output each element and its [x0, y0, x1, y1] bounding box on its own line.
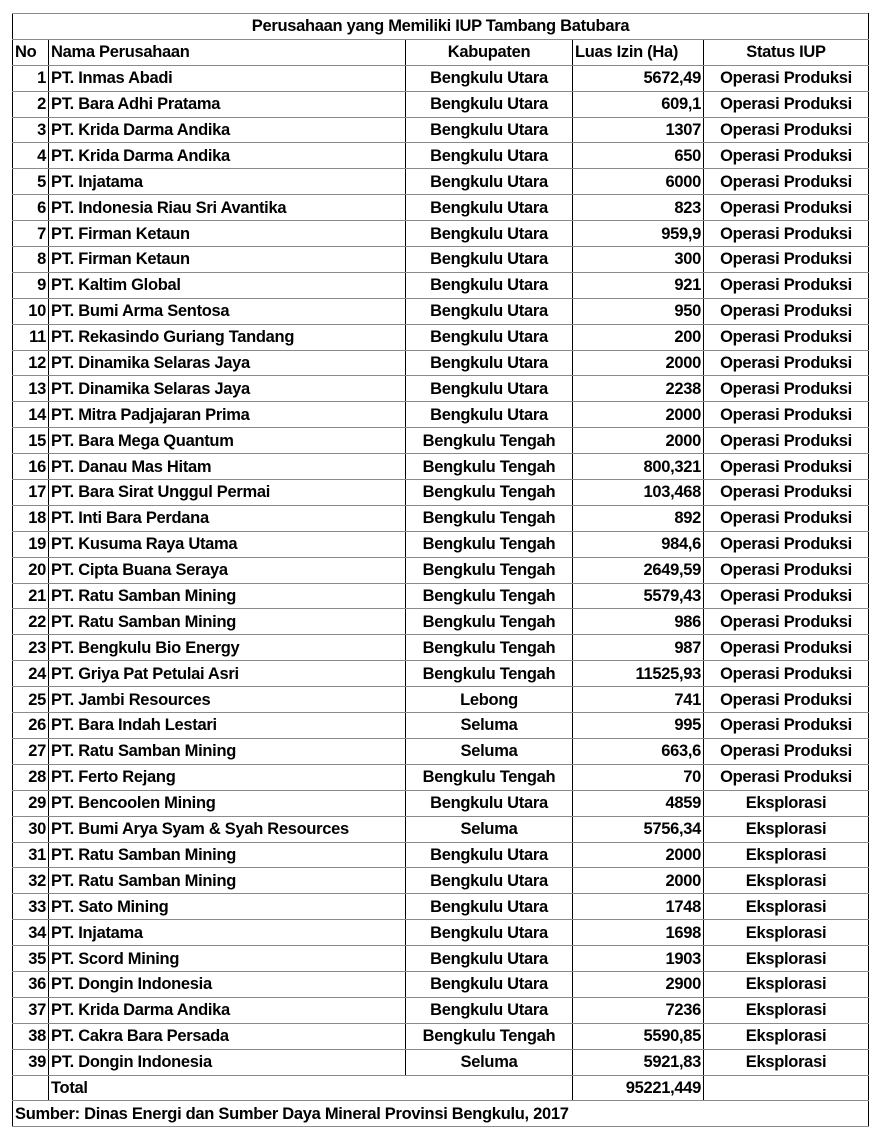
table-row — [13, 764, 869, 790]
company-name: PT. Jambi Resources — [49, 687, 406, 713]
status-iup: Operasi Produksi — [704, 454, 869, 480]
status-iup: Operasi Produksi — [704, 402, 869, 428]
luas-izin: 1748 — [573, 894, 704, 920]
company-name: PT. Scord Mining — [49, 946, 406, 972]
kabupaten: Bengkulu Utara — [406, 324, 573, 350]
luas-izin: 5590,85 — [573, 1023, 704, 1049]
table-row — [13, 971, 869, 997]
luas-izin: 823 — [573, 195, 704, 221]
status-iup: Operasi Produksi — [704, 713, 869, 739]
luas-izin: 2649,59 — [573, 557, 704, 583]
table-row — [13, 65, 869, 91]
status-iup: Operasi Produksi — [704, 143, 869, 169]
status-iup: Eksplorasi — [704, 946, 869, 972]
company-name: PT. Inti Bara Perdana — [49, 505, 406, 531]
kabupaten: Bengkulu Tengah — [406, 531, 573, 557]
company-name: PT. Ratu Samban Mining — [49, 609, 406, 635]
luas-izin: 921 — [573, 272, 704, 298]
header-status-iup: Status IUP — [704, 39, 869, 65]
luas-izin: 2238 — [573, 376, 704, 402]
row-number: 25 — [13, 687, 49, 713]
company-name: PT. Krida Darma Andika — [49, 143, 406, 169]
table-row — [13, 946, 869, 972]
company-name: PT. Kusuma Raya Utama — [49, 531, 406, 557]
luas-izin: 984,6 — [573, 531, 704, 557]
table-row — [13, 298, 869, 324]
header-luas-izin: Luas Izin (Ha) — [573, 39, 704, 65]
table-row — [13, 894, 869, 920]
table-row — [13, 790, 869, 816]
total-luas-value: 95221,449 — [573, 1075, 704, 1101]
status-iup: Operasi Produksi — [704, 117, 869, 143]
kabupaten: Bengkulu Utara — [406, 997, 573, 1023]
status-iup: Eksplorasi — [704, 816, 869, 842]
company-name: PT. Inmas Abadi — [49, 65, 406, 91]
status-iup: Operasi Produksi — [704, 557, 869, 583]
header-no: No — [13, 39, 49, 65]
luas-izin: 650 — [573, 143, 704, 169]
kabupaten: Bengkulu Utara — [406, 402, 573, 428]
company-name: PT. Injatama — [49, 169, 406, 195]
status-iup: Operasi Produksi — [704, 195, 869, 221]
luas-izin: 2900 — [573, 971, 704, 997]
row-number: 28 — [13, 764, 49, 790]
kabupaten: Bengkulu Utara — [406, 221, 573, 247]
status-iup: Operasi Produksi — [704, 738, 869, 764]
status-iup: Eksplorasi — [704, 1023, 869, 1049]
kabupaten: Bengkulu Tengah — [406, 505, 573, 531]
kabupaten: Bengkulu Utara — [406, 117, 573, 143]
total-no-cell — [13, 1075, 49, 1101]
status-iup: Operasi Produksi — [704, 247, 869, 273]
luas-izin: 987 — [573, 635, 704, 661]
company-name: PT. Krida Darma Andika — [49, 117, 406, 143]
status-iup: Operasi Produksi — [704, 531, 869, 557]
kabupaten: Bengkulu Tengah — [406, 583, 573, 609]
header-company-name: Nama Perusahaan — [49, 39, 406, 65]
kabupaten: Bengkulu Utara — [406, 143, 573, 169]
status-iup: Operasi Produksi — [704, 583, 869, 609]
luas-izin: 5672,49 — [573, 65, 704, 91]
kabupaten: Bengkulu Utara — [406, 247, 573, 273]
company-name: PT. Ferto Rejang — [49, 764, 406, 790]
table-row — [13, 583, 869, 609]
luas-izin: 5579,43 — [573, 583, 704, 609]
table-row — [13, 557, 869, 583]
company-name: PT. Firman Ketaun — [49, 221, 406, 247]
status-iup: Operasi Produksi — [704, 376, 869, 402]
luas-izin: 300 — [573, 247, 704, 273]
table-title: Perusahaan yang Memiliki IUP Tambang Batubara — [13, 14, 869, 40]
luas-izin: 986 — [573, 609, 704, 635]
kabupaten: Bengkulu Tengah — [406, 635, 573, 661]
status-iup: Operasi Produksi — [704, 661, 869, 687]
status-iup: Eksplorasi — [704, 997, 869, 1023]
luas-izin: 1903 — [573, 946, 704, 972]
table-row — [13, 505, 869, 531]
company-name: PT. Ratu Samban Mining — [49, 868, 406, 894]
status-iup: Operasi Produksi — [704, 635, 869, 661]
row-number: 34 — [13, 920, 49, 946]
row-number: 38 — [13, 1023, 49, 1049]
status-iup: Operasi Produksi — [704, 480, 869, 506]
table-row — [13, 428, 869, 454]
row-number: 26 — [13, 713, 49, 739]
kabupaten: Seluma — [406, 1049, 573, 1075]
kabupaten: Bengkulu Utara — [406, 65, 573, 91]
kabupaten: Seluma — [406, 816, 573, 842]
row-number: 17 — [13, 480, 49, 506]
row-number: 6 — [13, 195, 49, 221]
kabupaten: Bengkulu Utara — [406, 350, 573, 376]
luas-izin: 800,321 — [573, 454, 704, 480]
source-note: Sumber: Dinas Energi dan Sumber Daya Mineral Provinsi Bengkulu, 2017 — [13, 1101, 869, 1127]
company-name: PT. Danau Mas Hitam — [49, 454, 406, 480]
company-name: PT. Dinamika Selaras Jaya — [49, 350, 406, 376]
kabupaten: Bengkulu Tengah — [406, 480, 573, 506]
row-number: 15 — [13, 428, 49, 454]
luas-izin: 741 — [573, 687, 704, 713]
kabupaten: Bengkulu Utara — [406, 894, 573, 920]
row-number: 35 — [13, 946, 49, 972]
row-number: 39 — [13, 1049, 49, 1075]
company-name: PT. Bara Mega Quantum — [49, 428, 406, 454]
table-row — [13, 1023, 869, 1049]
row-number: 30 — [13, 816, 49, 842]
company-name: PT. Bencoolen Mining — [49, 790, 406, 816]
company-name: PT. Indonesia Riau Sri Avantika — [49, 195, 406, 221]
company-name: PT. Bara Adhi Pratama — [49, 91, 406, 117]
company-name: PT. Ratu Samban Mining — [49, 583, 406, 609]
kabupaten: Bengkulu Tengah — [406, 557, 573, 583]
table-row — [13, 117, 869, 143]
table-row — [13, 531, 869, 557]
table-row — [13, 997, 869, 1023]
company-name: PT. Bumi Arya Syam & Syah Resources — [49, 816, 406, 842]
kabupaten: Lebong — [406, 687, 573, 713]
table-row — [13, 169, 869, 195]
table-row — [13, 195, 869, 221]
luas-izin: 959,9 — [573, 221, 704, 247]
table-row — [13, 842, 869, 868]
table-row — [13, 143, 869, 169]
table-row — [13, 376, 869, 402]
row-number: 14 — [13, 402, 49, 428]
company-name: PT. Ratu Samban Mining — [49, 738, 406, 764]
kabupaten: Bengkulu Tengah — [406, 1023, 573, 1049]
row-number: 2 — [13, 91, 49, 117]
kabupaten: Bengkulu Tengah — [406, 428, 573, 454]
row-number: 4 — [13, 143, 49, 169]
luas-izin: 950 — [573, 298, 704, 324]
company-name: PT. Griya Pat Petulai Asri — [49, 661, 406, 687]
kabupaten: Bengkulu Tengah — [406, 609, 573, 635]
table-row — [13, 402, 869, 428]
company-name: PT. Mitra Padjajaran Prima — [49, 402, 406, 428]
row-number: 5 — [13, 169, 49, 195]
row-number: 7 — [13, 221, 49, 247]
kabupaten: Bengkulu Utara — [406, 946, 573, 972]
header-row — [13, 39, 869, 65]
table-row — [13, 324, 869, 350]
luas-izin: 1307 — [573, 117, 704, 143]
status-iup: Operasi Produksi — [704, 272, 869, 298]
luas-izin: 70 — [573, 764, 704, 790]
luas-izin: 2000 — [573, 868, 704, 894]
row-number: 20 — [13, 557, 49, 583]
row-number: 32 — [13, 868, 49, 894]
source-row — [13, 1101, 869, 1127]
status-iup: Eksplorasi — [704, 894, 869, 920]
kabupaten: Seluma — [406, 713, 573, 739]
row-number: 10 — [13, 298, 49, 324]
luas-izin: 5756,34 — [573, 816, 704, 842]
title-row — [13, 14, 869, 40]
row-number: 21 — [13, 583, 49, 609]
row-number: 29 — [13, 790, 49, 816]
company-name: PT. Ratu Samban Mining — [49, 842, 406, 868]
luas-izin: 11525,93 — [573, 661, 704, 687]
table-row — [13, 350, 869, 376]
company-name: PT. Kaltim Global — [49, 272, 406, 298]
status-iup: Eksplorasi — [704, 842, 869, 868]
company-name: PT. Injatama — [49, 920, 406, 946]
status-iup: Operasi Produksi — [704, 609, 869, 635]
status-iup: Operasi Produksi — [704, 324, 869, 350]
table-row — [13, 247, 869, 273]
luas-izin: 609,1 — [573, 91, 704, 117]
luas-izin: 2000 — [573, 428, 704, 454]
status-iup: Operasi Produksi — [704, 350, 869, 376]
table-row — [13, 272, 869, 298]
table-row — [13, 91, 869, 117]
row-number: 24 — [13, 661, 49, 687]
company-name: PT. Bengkulu Bio Energy — [49, 635, 406, 661]
table-row — [13, 454, 869, 480]
table-row — [13, 713, 869, 739]
row-number: 8 — [13, 247, 49, 273]
company-name: PT. Dongin Indonesia — [49, 1049, 406, 1075]
company-name: PT. Cipta Buana Seraya — [49, 557, 406, 583]
table-row — [13, 635, 869, 661]
kabupaten: Seluma — [406, 738, 573, 764]
total-row — [13, 1075, 869, 1101]
row-number: 12 — [13, 350, 49, 376]
luas-izin: 2000 — [573, 402, 704, 428]
kabupaten: Bengkulu Utara — [406, 91, 573, 117]
table-row — [13, 687, 869, 713]
kabupaten: Bengkulu Utara — [406, 842, 573, 868]
company-name: PT. Rekasindo Guriang Tandang — [49, 324, 406, 350]
table-row — [13, 816, 869, 842]
company-name: PT. Sato Mining — [49, 894, 406, 920]
luas-izin: 1698 — [573, 920, 704, 946]
status-iup: Eksplorasi — [704, 920, 869, 946]
table-row — [13, 738, 869, 764]
kabupaten: Bengkulu Utara — [406, 920, 573, 946]
kabupaten: Bengkulu Utara — [406, 195, 573, 221]
kabupaten: Bengkulu Tengah — [406, 454, 573, 480]
table-row — [13, 480, 869, 506]
status-iup: Operasi Produksi — [704, 428, 869, 454]
luas-izin: 7236 — [573, 997, 704, 1023]
kabupaten: Bengkulu Utara — [406, 376, 573, 402]
company-name: PT. Dongin Indonesia — [49, 971, 406, 997]
kabupaten: Bengkulu Utara — [406, 169, 573, 195]
luas-izin: 2000 — [573, 842, 704, 868]
status-iup: Operasi Produksi — [704, 91, 869, 117]
status-iup: Operasi Produksi — [704, 221, 869, 247]
company-name: PT. Krida Darma Andika — [49, 997, 406, 1023]
luas-izin: 200 — [573, 324, 704, 350]
luas-izin: 5921,83 — [573, 1049, 704, 1075]
company-name: PT. Cakra Bara Persada — [49, 1023, 406, 1049]
row-number: 27 — [13, 738, 49, 764]
row-number: 19 — [13, 531, 49, 557]
table-row — [13, 868, 869, 894]
status-iup: Eksplorasi — [704, 790, 869, 816]
status-iup: Eksplorasi — [704, 868, 869, 894]
luas-izin: 2000 — [573, 350, 704, 376]
luas-izin: 103,468 — [573, 480, 704, 506]
row-number: 23 — [13, 635, 49, 661]
table-row — [13, 920, 869, 946]
company-name: PT. Dinamika Selaras Jaya — [49, 376, 406, 402]
luas-izin: 6000 — [573, 169, 704, 195]
table-row — [13, 609, 869, 635]
total-status-cell — [704, 1075, 869, 1101]
row-number: 3 — [13, 117, 49, 143]
row-number: 22 — [13, 609, 49, 635]
company-name: PT. Bara Indah Lestari — [49, 713, 406, 739]
company-name: PT. Bumi Arma Sentosa — [49, 298, 406, 324]
row-number: 1 — [13, 65, 49, 91]
row-number: 33 — [13, 894, 49, 920]
iup-coal-mining-table — [12, 13, 869, 1127]
table-row — [13, 221, 869, 247]
kabupaten: Bengkulu Tengah — [406, 661, 573, 687]
row-number: 16 — [13, 454, 49, 480]
kabupaten: Bengkulu Utara — [406, 272, 573, 298]
kabupaten: Bengkulu Utara — [406, 298, 573, 324]
luas-izin: 892 — [573, 505, 704, 531]
company-name: PT. Firman Ketaun — [49, 247, 406, 273]
table-row — [13, 661, 869, 687]
row-number: 31 — [13, 842, 49, 868]
kabupaten: Bengkulu Utara — [406, 790, 573, 816]
row-number: 13 — [13, 376, 49, 402]
status-iup: Operasi Produksi — [704, 65, 869, 91]
status-iup: Eksplorasi — [704, 1049, 869, 1075]
luas-izin: 663,6 — [573, 738, 704, 764]
status-iup: Operasi Produksi — [704, 298, 869, 324]
luas-izin: 995 — [573, 713, 704, 739]
kabupaten: Bengkulu Utara — [406, 868, 573, 894]
row-number: 9 — [13, 272, 49, 298]
row-number: 37 — [13, 997, 49, 1023]
status-iup: Operasi Produksi — [704, 687, 869, 713]
table-body — [13, 65, 869, 1075]
row-number: 18 — [13, 505, 49, 531]
table-row — [13, 1049, 869, 1075]
status-iup: Eksplorasi — [704, 971, 869, 997]
kabupaten: Bengkulu Tengah — [406, 764, 573, 790]
row-number: 36 — [13, 971, 49, 997]
header-kabupaten: Kabupaten — [406, 39, 573, 65]
total-label: Total — [49, 1075, 573, 1101]
status-iup: Operasi Produksi — [704, 169, 869, 195]
status-iup: Operasi Produksi — [704, 505, 869, 531]
status-iup: Operasi Produksi — [704, 764, 869, 790]
row-number: 11 — [13, 324, 49, 350]
kabupaten: Bengkulu Utara — [406, 971, 573, 997]
luas-izin: 4859 — [573, 790, 704, 816]
company-name: PT. Bara Sirat Unggul Permai — [49, 480, 406, 506]
